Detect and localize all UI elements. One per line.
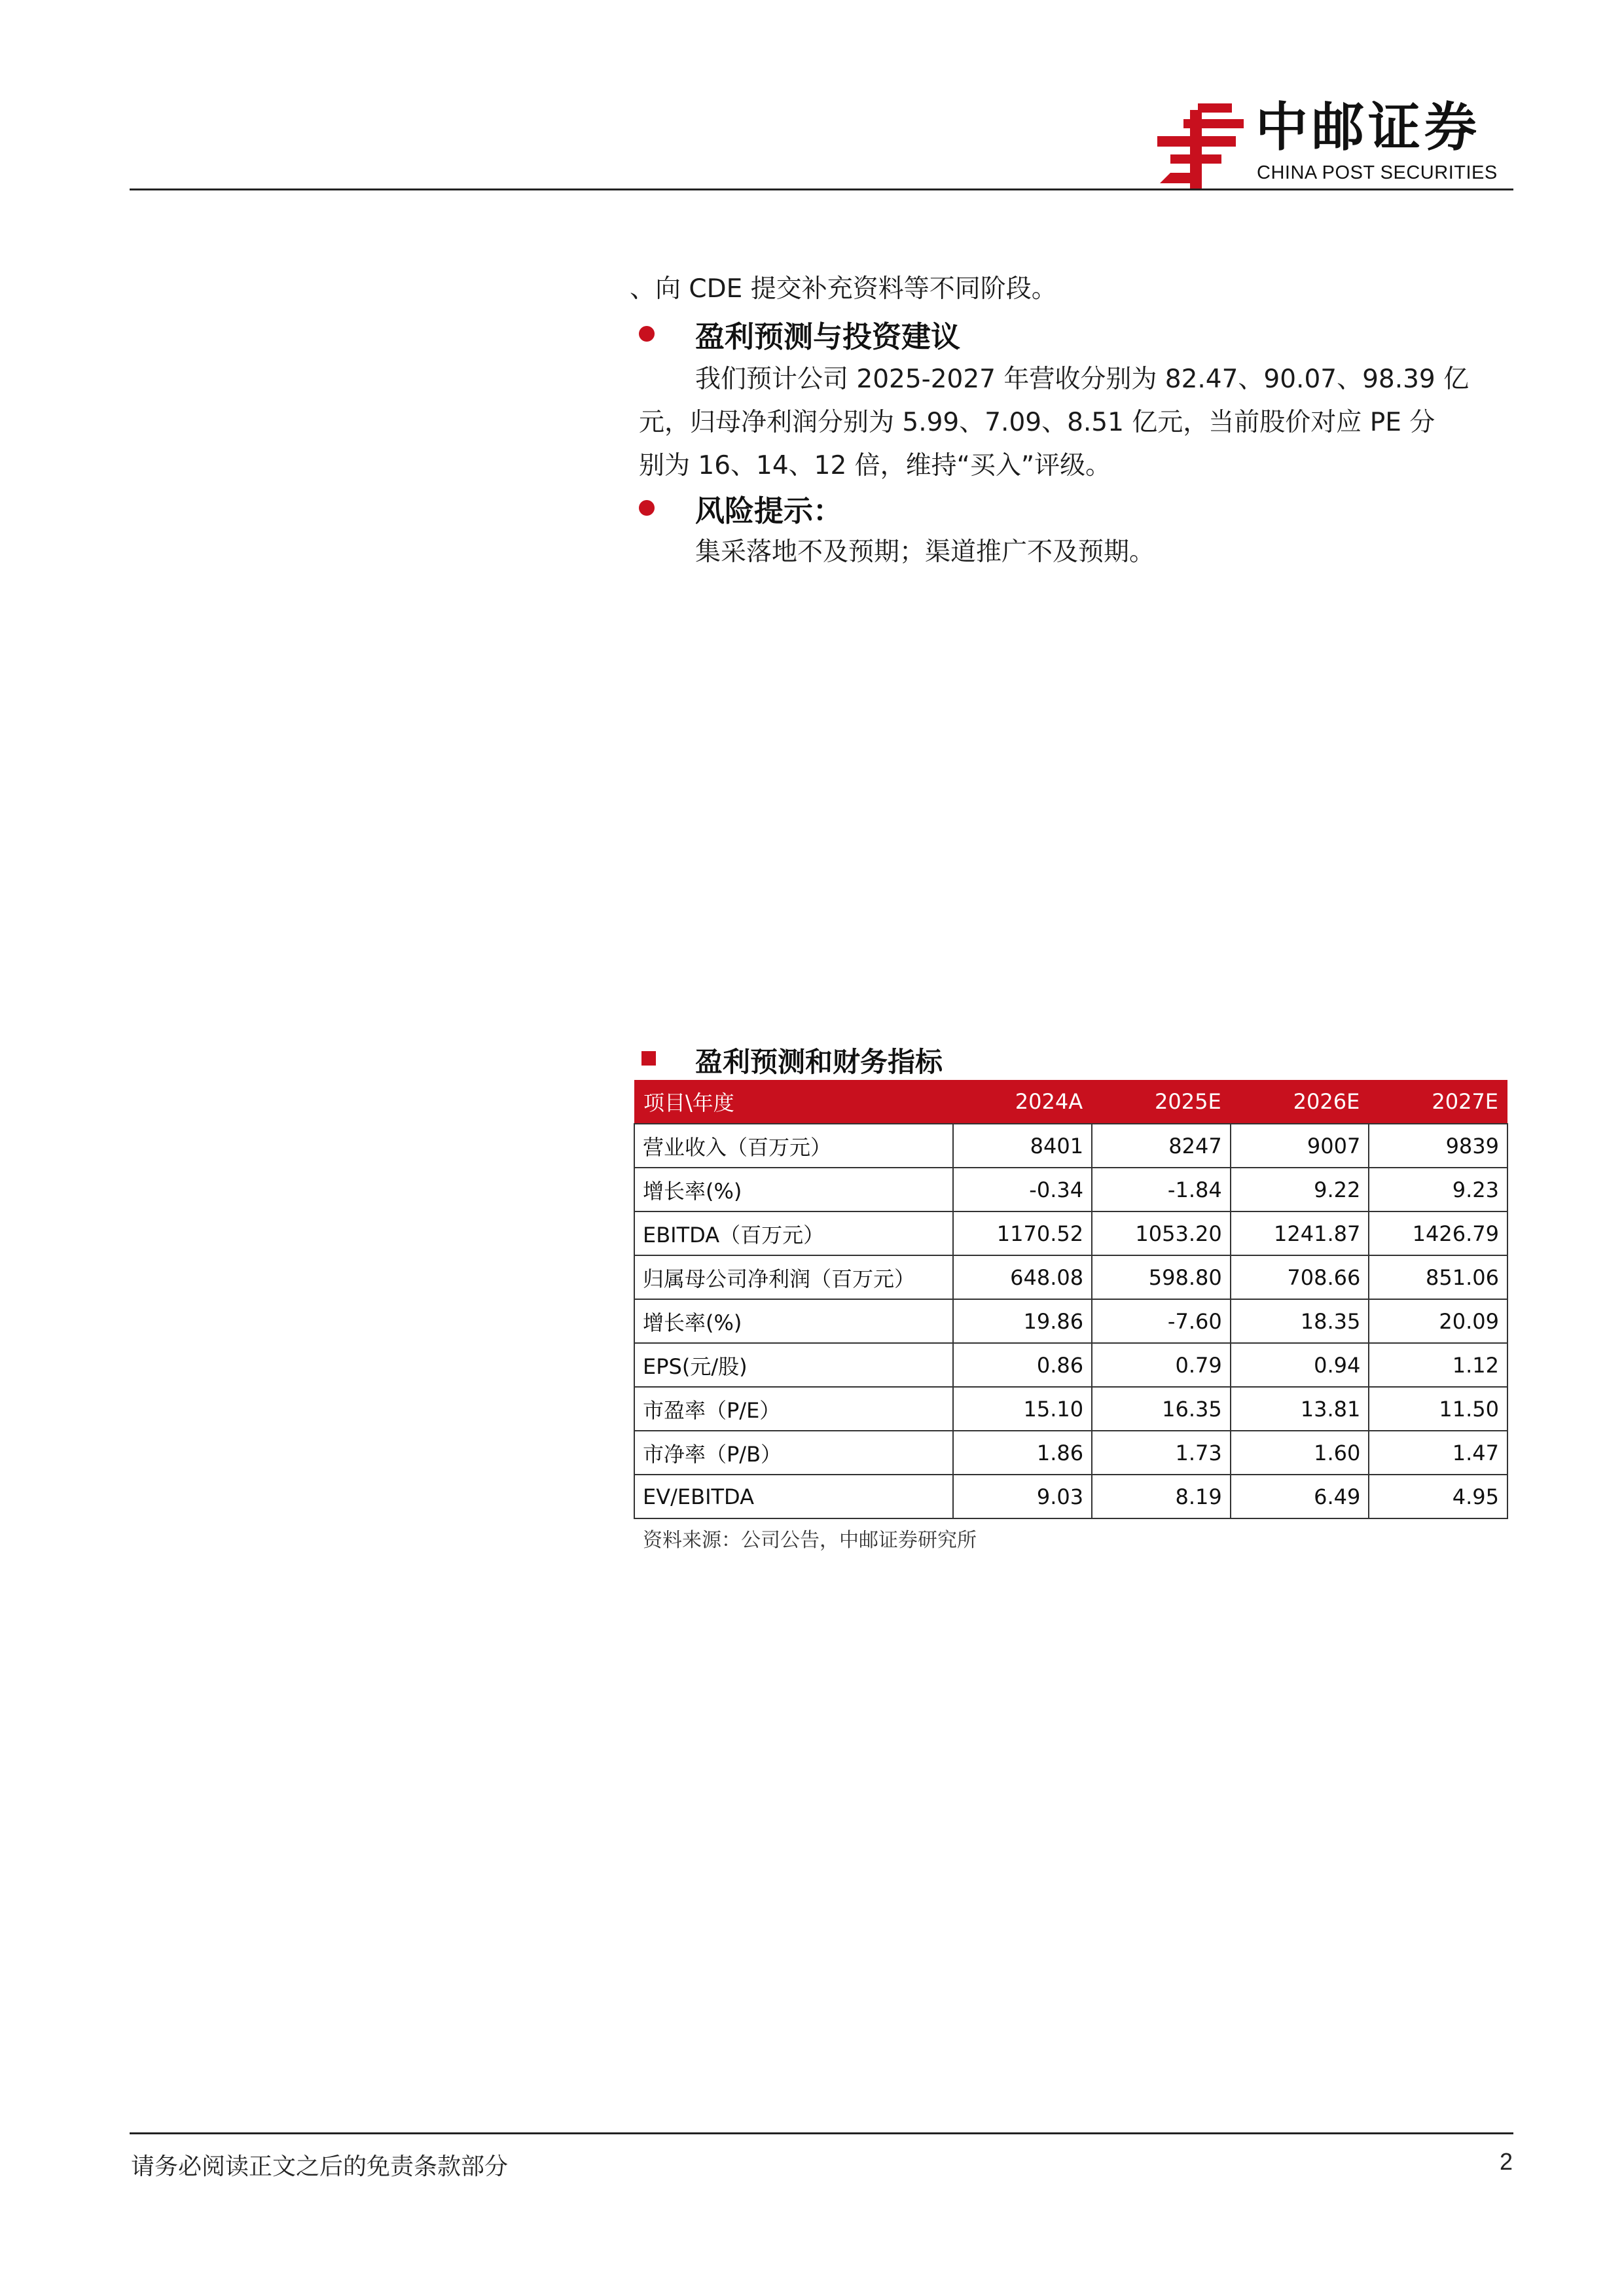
row-label: EBITDA（百万元） xyxy=(634,1211,953,1255)
cell: 19.86 xyxy=(953,1299,1092,1343)
cell: 6.49 xyxy=(1231,1475,1369,1518)
page-number: 2 xyxy=(1499,2148,1513,2175)
cell: 13.81 xyxy=(1231,1387,1369,1431)
row-label: 增长率(%) xyxy=(634,1299,953,1343)
cell: -7.60 xyxy=(1092,1299,1231,1343)
cell: 15.10 xyxy=(953,1387,1092,1431)
bullet-icon xyxy=(639,500,655,516)
brand-name-en: CHINA POST SECURITIES xyxy=(1257,162,1498,183)
table-row xyxy=(634,1475,1507,1518)
cell: 9007 xyxy=(1231,1124,1369,1168)
cell: 598.80 xyxy=(1092,1255,1231,1299)
cell: 1.73 xyxy=(1092,1431,1231,1475)
cell: 1.12 xyxy=(1369,1343,1507,1387)
paragraph-line-1: 我们预计公司 2025-2027 年营收分别为 82.47、90.07、98.39 亿 xyxy=(695,365,1470,394)
footer-disclaimer: 请务必阅读正文之后的免责条款部分 xyxy=(131,2153,509,2180)
cell: 9.03 xyxy=(953,1475,1092,1518)
cell: 1.47 xyxy=(1369,1431,1507,1475)
cell: 9839 xyxy=(1369,1124,1507,1168)
cell: 8247 xyxy=(1092,1124,1231,1168)
table-row xyxy=(634,1387,1507,1431)
cell: 16.35 xyxy=(1092,1387,1231,1431)
cell: 8401 xyxy=(953,1124,1092,1168)
brand-name-cn: 中邮证券 xyxy=(1255,97,1481,158)
risk-text: 集采落地不及预期；渠道推广不及预期。 xyxy=(695,537,1155,567)
row-label: 归属母公司净利润（百万元） xyxy=(634,1255,953,1299)
row-label: EV/EBITDA xyxy=(634,1475,953,1518)
cell: 0.94 xyxy=(1231,1343,1369,1387)
section-heading-risk: 风险提示： xyxy=(695,493,843,528)
header-cell: 2027E xyxy=(1369,1080,1507,1124)
row-label: EPS(元/股) xyxy=(634,1343,953,1387)
table-row xyxy=(634,1343,1507,1387)
header-cell: 2024A xyxy=(953,1080,1092,1124)
table-row xyxy=(634,1211,1507,1255)
row-label: 市盈率（P/E） xyxy=(634,1387,953,1431)
cell: 8.19 xyxy=(1092,1475,1231,1518)
table-row xyxy=(634,1431,1507,1475)
brand-logo xyxy=(1157,97,1515,188)
table-header-row xyxy=(634,1080,1507,1124)
cell: 708.66 xyxy=(1231,1255,1369,1299)
cell: 851.06 xyxy=(1369,1255,1507,1299)
cell: 1241.87 xyxy=(1231,1211,1369,1255)
bullet-icon xyxy=(639,326,655,342)
cell: 11.50 xyxy=(1369,1387,1507,1431)
table-title: 盈利预测和财务指标 xyxy=(695,1046,943,1078)
cell: -0.34 xyxy=(953,1168,1092,1211)
table-row xyxy=(634,1299,1507,1343)
header-divider xyxy=(130,188,1513,190)
row-label: 市净率（P/B） xyxy=(634,1431,953,1475)
paragraph-line-2: 元，归母净利润分别为 5.99、7.09、8.51 亿元，当前股价对应 PE 分 xyxy=(639,408,1435,437)
header-cell: 项目\年度 xyxy=(634,1080,953,1124)
paragraph-line-3: 别为 16、14、12 倍，维持“买入”评级。 xyxy=(639,451,1111,480)
header-cell: 2025E xyxy=(1092,1080,1231,1124)
cell: 1.60 xyxy=(1231,1431,1369,1475)
cell: 1.86 xyxy=(953,1431,1092,1475)
china-post-logo-icon xyxy=(1157,103,1244,188)
row-label: 增长率(%) xyxy=(634,1168,953,1211)
table-source-note: 资料来源：公司公告，中邮证券研究所 xyxy=(643,1529,977,1552)
table-row xyxy=(634,1255,1507,1299)
cell: 1053.20 xyxy=(1092,1211,1231,1255)
table-row xyxy=(634,1168,1507,1211)
cell: 0.79 xyxy=(1092,1343,1231,1387)
square-bullet-icon xyxy=(641,1051,656,1066)
table-row xyxy=(634,1124,1507,1168)
continued-paragraph-line: 、向 CDE 提交补充资料等不同阶段。 xyxy=(630,274,1057,304)
financial-forecast-table xyxy=(634,1080,1508,1519)
footer-divider xyxy=(130,2132,1513,2134)
row-label: 营业收入（百万元） xyxy=(634,1124,953,1168)
cell: 4.95 xyxy=(1369,1475,1507,1518)
cell: 18.35 xyxy=(1231,1299,1369,1343)
cell: 1426.79 xyxy=(1369,1211,1507,1255)
cell: 1170.52 xyxy=(953,1211,1092,1255)
cell: 20.09 xyxy=(1369,1299,1507,1343)
cell: 9.23 xyxy=(1369,1168,1507,1211)
cell: 0.86 xyxy=(953,1343,1092,1387)
cell: -1.84 xyxy=(1092,1168,1231,1211)
cell: 648.08 xyxy=(953,1255,1092,1299)
section-heading-forecast: 盈利预测与投资建议 xyxy=(695,319,961,354)
header-cell: 2026E xyxy=(1231,1080,1369,1124)
cell: 9.22 xyxy=(1231,1168,1369,1211)
